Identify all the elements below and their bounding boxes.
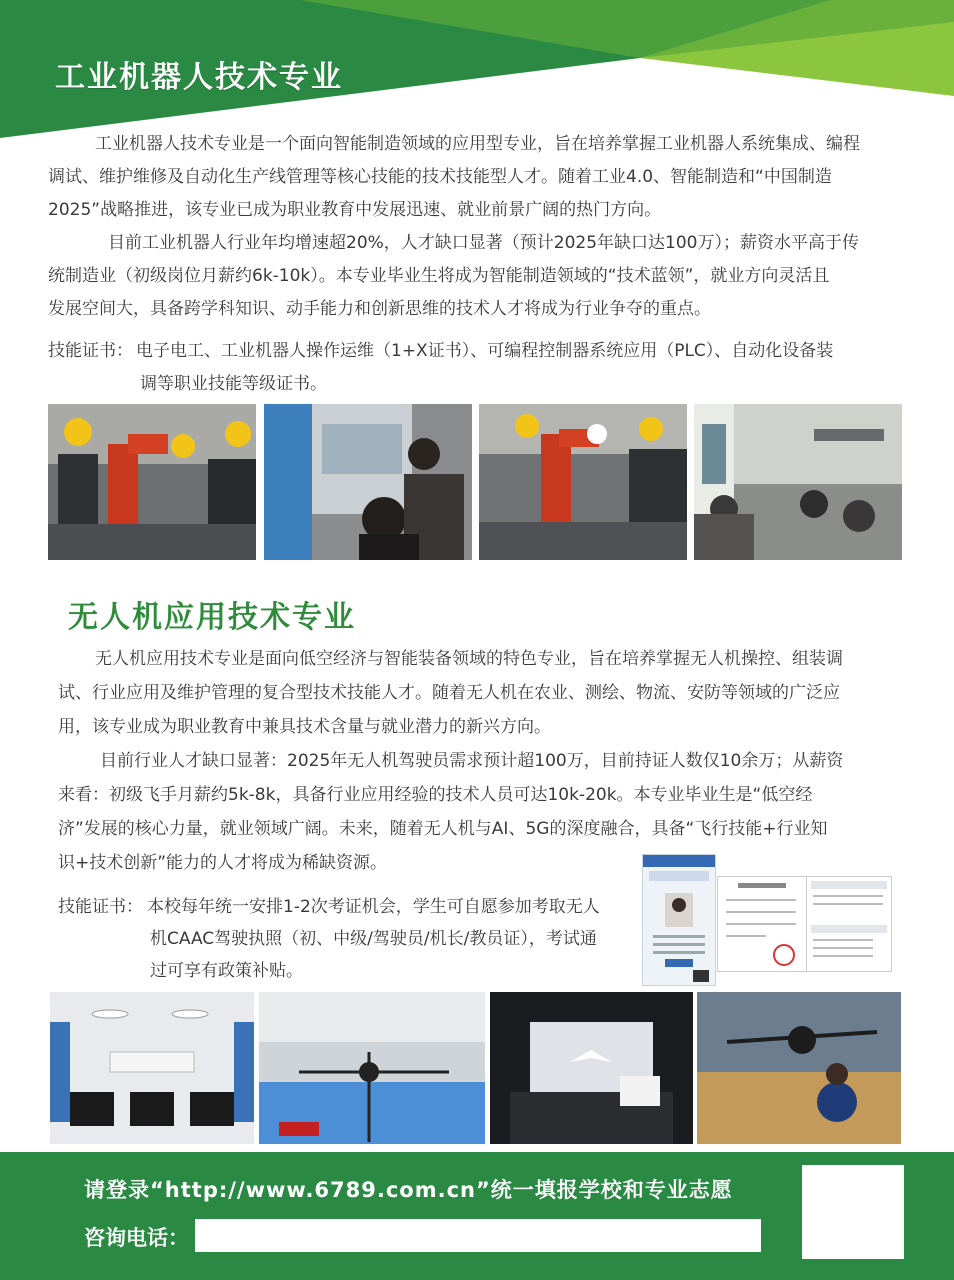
robot-lab-photo-2 — [479, 404, 687, 560]
section1-para2-line1: 目前工业机器人行业年均增速超20%，人才缺口显著（预计2025年缺口达100万）；薪资水平高于传 — [108, 233, 859, 253]
section2-cert-line1: 本校每年统一安排1-2次考证机会，学生可自愿参加考取无人 — [147, 897, 600, 917]
section1-para2-line2: 统制造业（初级岗位月薪约6k-10k）。本专业毕业生将成为智能制造领域的“技术蓝领”，就业方向灵活且 — [48, 266, 830, 286]
section2-para2-line3: 济”发展的核心力量，就业领域广阔。未来，随着无人机与AI、5G的深度融合，具备“飞行技能+行业知 — [58, 819, 828, 839]
section2-para1-line2: 试、行业应用及维护管理的复合型技术技能人才。随着无人机在农业、测绘、物流、安防等领域的广泛应 — [58, 683, 840, 703]
section2-para2-line4: 识+技术创新”能力的人才将成为稀缺资源。 — [58, 853, 388, 873]
phone-label: 咨询电话： — [84, 1226, 189, 1250]
registration-website-text: 请登录“http://www.6789.com.cn”统一填报学校和专业志愿 — [84, 1178, 733, 1202]
section1-cert-label: 技能证书： — [48, 341, 133, 361]
section1-cert-line1: 电子电工、工业机器人操作运维（1+X证书）、可编程控制器系统应用（PLC）、自动化设备装 — [136, 341, 834, 361]
section1-para1-line1: 工业机器人技术专业是一个面向智能制造领域的应用型专业，旨在培养掌握工业机器人系统集成、编程 — [95, 134, 860, 154]
phone-number-field — [195, 1219, 761, 1252]
section1-para2-line3: 发展空间大，具备跨学科知识、动手能力和创新思维的技术人才将成为行业争夺的重点。 — [48, 299, 711, 319]
robot-lab-photo-1 — [48, 404, 256, 560]
section2-cert-line3: 过可享有政策补贴。 — [150, 961, 303, 981]
drone-flight-photo — [697, 992, 901, 1144]
drone-exhibition-hall-photo — [490, 992, 693, 1144]
drone-classroom-photo — [50, 992, 254, 1144]
section1-para1-line2: 调试、维护维修及自动化生产线管理等核心技能的技术技能型人才。随着工业4.0、智能制造和“中国制造 — [48, 167, 832, 187]
section2-title: 无人机应用技术专业 — [68, 600, 356, 635]
section2-para2-line2: 来看：初级飞手月薪约5k-8k，具备行业应用经验的技术人员可达10k-20k。本专业毕业生是“低空经 — [58, 785, 813, 805]
section2-para1-line1: 无人机应用技术专业是面向低空经济与智能装备领域的特色专业，旨在培养掌握无人机操控、组装调 — [95, 649, 843, 669]
certificate-page-image — [717, 876, 807, 972]
section2-para1-line3: 用，该专业成为职业教育中兼具技术含量与就业潜力的新兴方向。 — [58, 717, 551, 737]
section2-para2-line1: 目前行业人才缺口显著：2025年无人机驾驶员需求预计超100万，目前持证人数仅10余万；从薪资 — [100, 751, 844, 771]
section2-cert-label: 技能证书： — [58, 897, 143, 917]
drone-workshop-photo — [259, 992, 485, 1144]
drone-license-card-image — [642, 854, 716, 986]
qr-code-placeholder — [802, 1165, 904, 1259]
section1-cert-line2: 调等职业技能等级证书。 — [140, 374, 327, 394]
plc-lab-photo — [264, 404, 472, 560]
section2-cert-line2: 机CAAC驾驶执照（初、中级/驾驶员/机长/教员证），考试通 — [150, 929, 597, 949]
section1-title: 工业机器人技术专业 — [55, 60, 343, 95]
section1-para1-line3: 2025”战略推进，该专业已成为职业教育中发展迅速、就业前景广阔的热门方向。 — [48, 200, 662, 220]
certificate-detail-image — [806, 876, 892, 972]
computer-lab-photo — [694, 404, 902, 560]
